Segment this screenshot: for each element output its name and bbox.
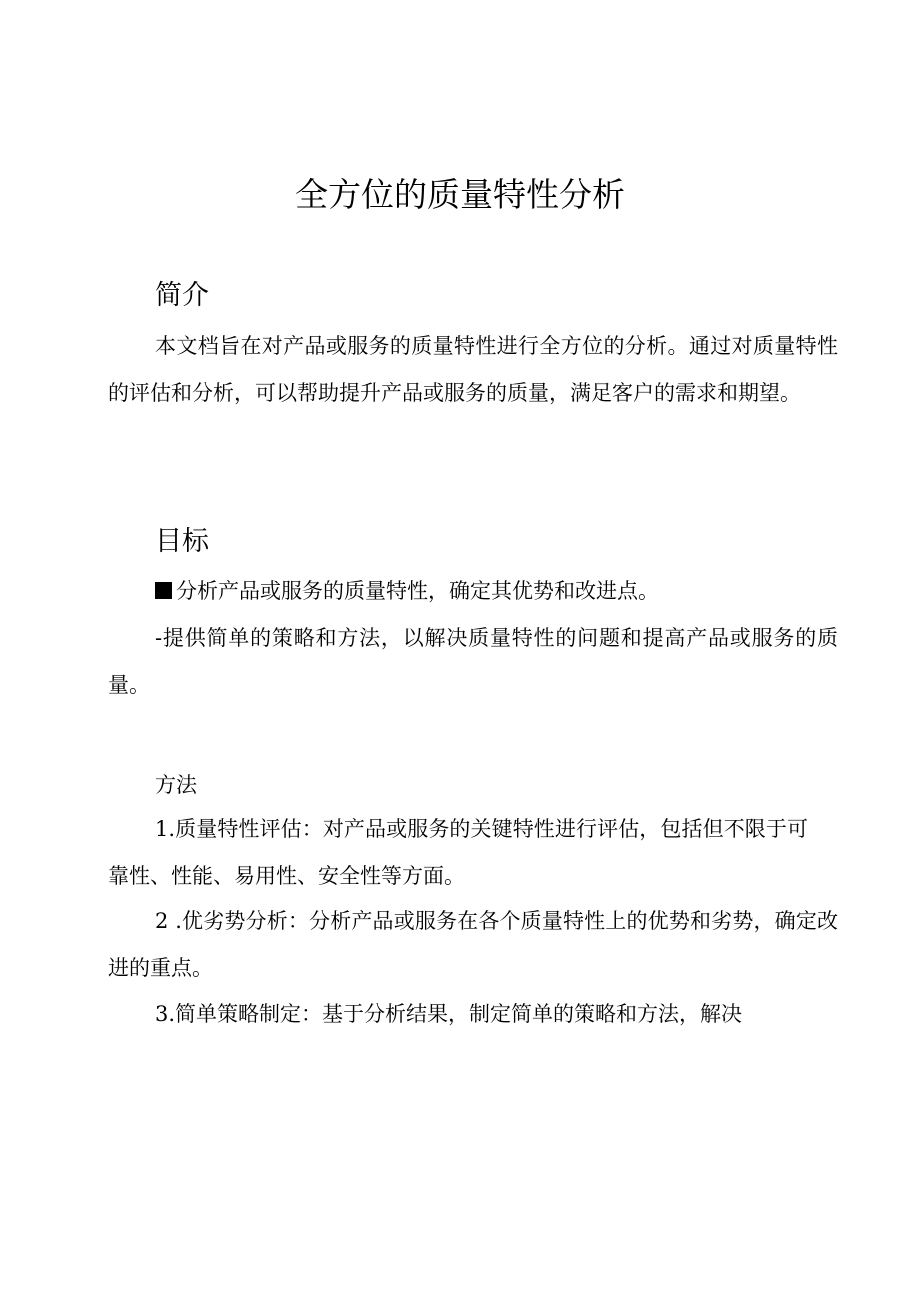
method-step-2: 2 .优劣势分析：分析产品或服务在各个质量特性上的优势和劣势，确定改进的重点。 [108,909,838,980]
goal-item-1 [108,568,838,615]
intro-paragraph: 本文档旨在对产品或服务的质量特性进行全方位的分析。通过对质量特性的评估和分析，可以帮助提升产品或服务的质量，满足客户的需求和期望。 [108,334,838,405]
square-bullet-icon [155,582,172,599]
goal-item-2: -提供简单的策略和方法，以解决质量特性的问题和提高产品或服务的质量。 [108,626,838,697]
method-step-3: 3.简单策略制定：基于分析结果，制定简单的策略和方法，解决 [155,1002,743,1026]
methods-heading: 方法 [155,773,197,797]
goals-heading: 目标 [155,526,209,557]
document-title: 全方位的质量特性分析 [295,175,625,214]
goal-item-1-text: 分析产品或服务的质量特性，确定其优势和改进点。 [176,579,659,603]
method-step-1: 1.质量特性评估：对产品或服务的关键特性进行评估，包括但不限于可靠性、性能、易用性、安全性等方面。 [108,817,808,888]
intro-heading: 简介 [155,280,209,311]
